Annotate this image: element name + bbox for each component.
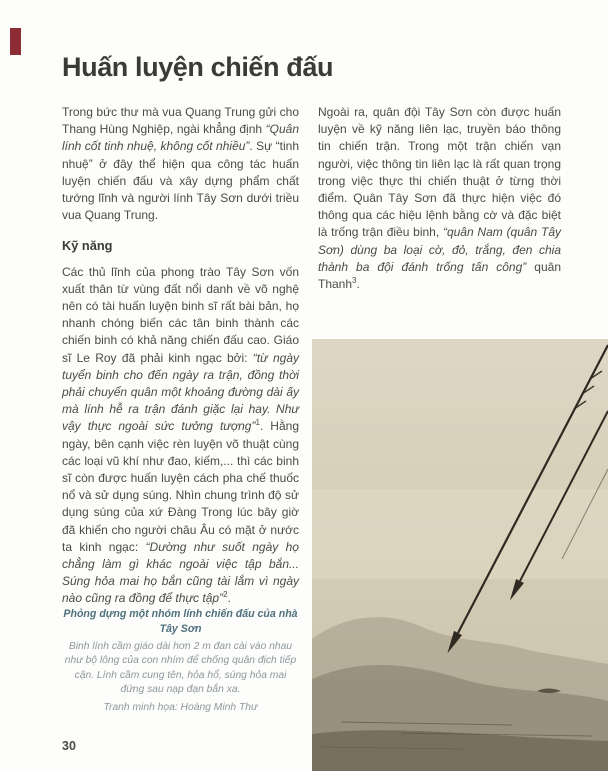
communication-paragraph — [318, 104, 561, 293]
intro-text: Trong bức thư mà vua Quang Trung gửi cho Thang Hùng Nghiệp, ngài khẳng định — [62, 105, 299, 137]
page-number: 30 — [62, 739, 76, 753]
footnote-ref-1: 1 — [255, 418, 260, 428]
skills-text-3: . — [227, 591, 231, 606]
skills-text: Các thủ lĩnh của phong trào Tây Sơn vốn xuất thân từ vùng đất nổi danh về võ nghệ nên có tài huấn luyện binh sĩ rất bài bản, họ nhanh chóng biến các tân binh thành các chiến binh có khả năng chiến đấu cao. Giáo sĩ Le Roy đã phải kinh ngạc bởi: — [62, 264, 299, 365]
communication-text: Ngoài ra, quân đội Tây Sơn còn được huấn luyện về kỹ năng liên lạc, truyền báo thông tin chiến trận. Trong một trận chiến vạn người, việc thông tin liên lạc là rất quan trọng trong việc thực thi chiến thuật ở từng thời điểm. Quân Tây Sơn đã thực hiện việc đó thông qua các hiệu lệnh bằng cờ và đặc biệt là trống trận điều binh, — [318, 105, 561, 240]
illustration-arrows-painting — [312, 339, 608, 771]
right-column — [318, 104, 561, 293]
footnote-ref-2: 2 — [223, 590, 228, 600]
image-caption — [62, 607, 299, 715]
left-column — [62, 104, 299, 608]
communication-text-2: quân Thanh — [318, 259, 562, 292]
page-title: Huấn luyện chiến đấu — [62, 52, 334, 82]
intro-paragraph — [62, 104, 299, 224]
skills-quote-1: “từ ngày tuyển binh cho đến ngày ra trận, đồng thời phải chuyển quân một khoảng đường dài ấy mà lính hễ ra trận đánh giặc lại hay. Như vậy thực ngoài sức tưởng tượng” — [62, 350, 299, 434]
caption-title: Phỏng dựng một nhóm lính chiến đấu của nhà Tây Sơn — [63, 608, 298, 635]
skills-quote-2: “Dường như suốt ngày họ chẳng làm gì khác ngoài việc tập bắn... Súng hỏa mai họ bắn cũng tài lắm vì ngày nào cũng ra đồng để thực tập” — [62, 539, 299, 606]
caption-body: Binh lính cầm giáo dài hơn 2 m đan cài vào nhau như bộ lông của con nhím để chống quân địch tiếp cận. Lính cầm cung tên, hỏa hổ, súng hỏa mai đứng sau nạp đạn bắn xa. — [64, 641, 297, 695]
communication-quote: “quân Nam (quân Tây Sơn) dùng ba loại cờ, đỏ, trắng, đen chia thành ba đội đánh trống tấn công” — [318, 225, 561, 274]
ink-painting-svg — [312, 339, 608, 771]
subheading-skills: Kỹ năng — [62, 238, 113, 254]
caption-credit: Tranh minh họa: Hoàng Minh Thư — [103, 702, 258, 713]
mist-band — [312, 489, 608, 579]
intro-quote: “Quân lính cốt tinh nhuệ, không cốt nhiều” — [62, 122, 299, 154]
bookmark-tab — [10, 28, 21, 55]
communication-text-3: . — [356, 277, 360, 292]
footnote-ref-3: 3 — [352, 276, 357, 286]
intro-text-2: . Sự “tinh nhuệ” ở đây thể hiện qua công tác huấn luyện chiến đấu và xây dựng phẩm chất tướng lĩnh và người lính Tây Sơn dưới triều vua Quang Trung. — [62, 139, 299, 223]
skills-text-2: . Hằng ngày, bên cạnh việc rèn luyện võ thuật cùng các loại vũ khí như đao, kiếm,... thì các binh sĩ còn được huấn luyện cách pha chế thuốc nổ và sử dụng súng. Nhìn chung trình độ sử dụng súng của xứ Đàng Trong lúc bây giờ đã khiến cho người châu Âu có mặt ở nước ta kinh ngạc: — [62, 419, 299, 554]
skills-paragraph — [62, 264, 299, 608]
